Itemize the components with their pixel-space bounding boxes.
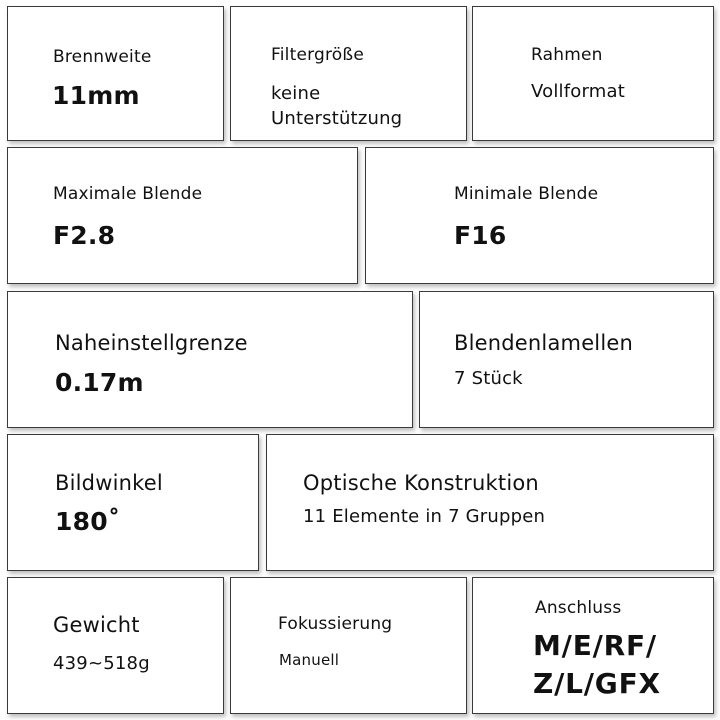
spec-label-aperture-blades: Blendenlamellen	[454, 331, 634, 355]
spec-label-mount: Anschluss	[535, 598, 622, 618]
spec-card-filter-size	[230, 6, 467, 141]
spec-value-min-aperture: F16	[454, 221, 507, 250]
spec-card-weight	[7, 577, 224, 714]
spec-value-mount-line2: Z/L/GFX	[533, 667, 661, 700]
spec-label-angle-of-view: Bildwinkel	[55, 471, 163, 495]
spec-card-focusing	[230, 577, 467, 714]
spec-card-max-aperture	[7, 147, 358, 284]
spec-label-filter-size: Filtergröße	[271, 45, 364, 65]
spec-label-weight: Gewicht	[53, 613, 140, 637]
spec-value-weight: 439~518g	[53, 653, 150, 674]
spec-label-frame: Rahmen	[531, 45, 603, 65]
spec-card-frame	[472, 6, 714, 141]
spec-value-focal-length: 11mm	[52, 81, 140, 110]
spec-label-min-aperture: Minimale Blende	[454, 184, 599, 204]
spec-label-focal-length: Brennweite	[53, 47, 152, 67]
spec-value-focusing: Manuell	[279, 651, 340, 669]
spec-card-focal-length	[7, 6, 224, 141]
spec-value-mount-line1: M/E/RF/	[533, 629, 657, 662]
spec-card-mount	[472, 577, 714, 714]
spec-label-max-aperture: Maximale Blende	[53, 184, 203, 204]
spec-value-filter-size: keine Unterstützung	[271, 83, 403, 129]
spec-card-optical-construction	[266, 434, 714, 571]
spec-value-aperture-blades: 7 Stück	[454, 368, 523, 389]
spec-card-aperture-blades	[419, 291, 714, 428]
spec-value-frame: Vollformat	[531, 81, 625, 102]
spec-label-min-focus: Naheinstellgrenze	[55, 331, 248, 355]
spec-value-optical-construction: 11 Elemente in 7 Gruppen	[303, 506, 546, 527]
spec-value-angle-of-view: 180˚	[55, 507, 121, 536]
spec-value-min-focus: 0.17m	[55, 368, 144, 397]
spec-card-angle-of-view	[7, 434, 259, 571]
spec-label-optical-construction: Optische Konstruktion	[303, 471, 539, 495]
spec-label-focusing: Fokussierung	[278, 614, 393, 634]
spec-value-max-aperture: F2.8	[53, 221, 116, 250]
spec-card-min-focus	[7, 291, 413, 428]
spec-card-min-aperture	[365, 147, 714, 284]
